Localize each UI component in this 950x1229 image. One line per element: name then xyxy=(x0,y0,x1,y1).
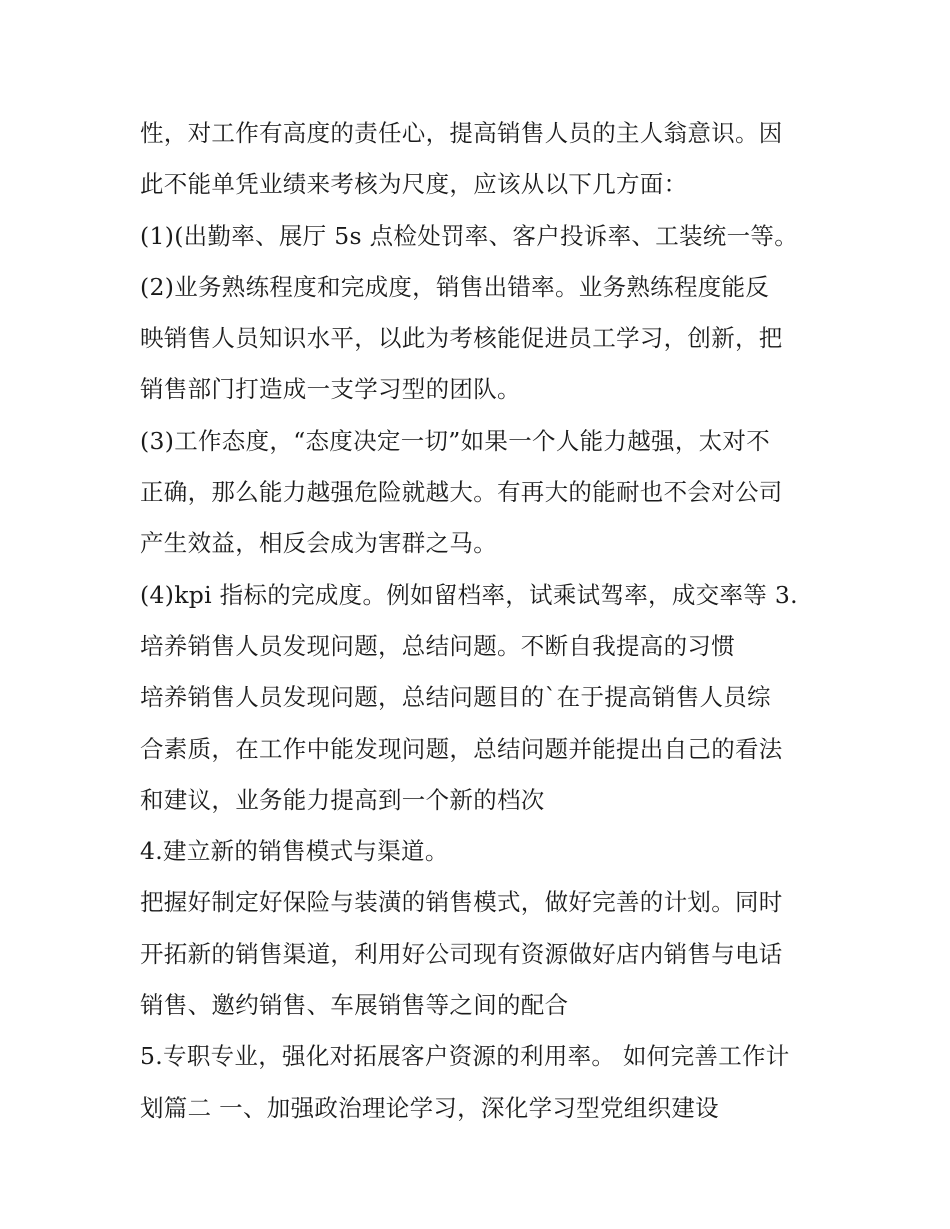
text-line: 划篇二 一、加强政治理论学习，深化学习型党组织建设 xyxy=(140,1093,719,1122)
text-line: 正确，那么能力越强危险就越大。有再大的能耐也不会对公司 xyxy=(140,478,783,507)
text-line: (4)kpi 指标的完成度。例如留档率，试乘试驾率，成交率等 3. xyxy=(140,580,798,609)
text-line: 和建议，业务能力提高到一个新的档次 xyxy=(140,785,545,814)
text-line: 性，对工作有高度的责任心，提高销售人员的主人翁意识。因 xyxy=(140,119,783,147)
text-line: 映销售人员知识水平，以此为考核能促进员工学习，创新，把 xyxy=(140,324,783,353)
text-line: 5.专职专业，强化对拓展客户资源的利用率。 如何完善工作计 xyxy=(140,1042,790,1071)
text-line: 把握好制定好保险与装潢的销售模式，做好完善的计划。同时 xyxy=(140,888,783,917)
text-line: 4.建立新的销售模式与渠道。 xyxy=(140,837,449,866)
text-line: 开拓新的销售渠道，利用好公司现有资源做好店内销售与电话 xyxy=(140,939,783,968)
document-body xyxy=(140,108,820,1134)
text-line: (2)业务熟练程度和完成度，销售出错率。业务熟练程度能反 xyxy=(140,272,770,301)
text-line: 产生效益，相反会成为害群之马。 xyxy=(140,529,497,558)
text-line: (3)工作态度，“态度决定一切”如果一个人能力越强，太对不 xyxy=(140,426,771,455)
text-line: 销售、邀约销售、车展销售等之间的配合 xyxy=(140,991,569,1020)
text-line: 培养销售人员发现问题，总结问题。不断自我提高的习惯 xyxy=(140,631,735,660)
text-line: 合素质，在工作中能发现问题，总结问题并能提出自己的看法 xyxy=(140,734,783,763)
text-line: (1)(出勤率、展厅 5s 点检处罚率、客户投诉率、工装统一等。 xyxy=(140,221,799,250)
text-line: 培养销售人员发现问题，总结问题目的`在于提高销售人员综 xyxy=(140,683,771,712)
text-line: 销售部门打造成一支学习型的团队。 xyxy=(140,375,521,404)
text-line: 此不能单凭业绩来考核为尺度，应该从以下几方面： xyxy=(140,170,688,199)
